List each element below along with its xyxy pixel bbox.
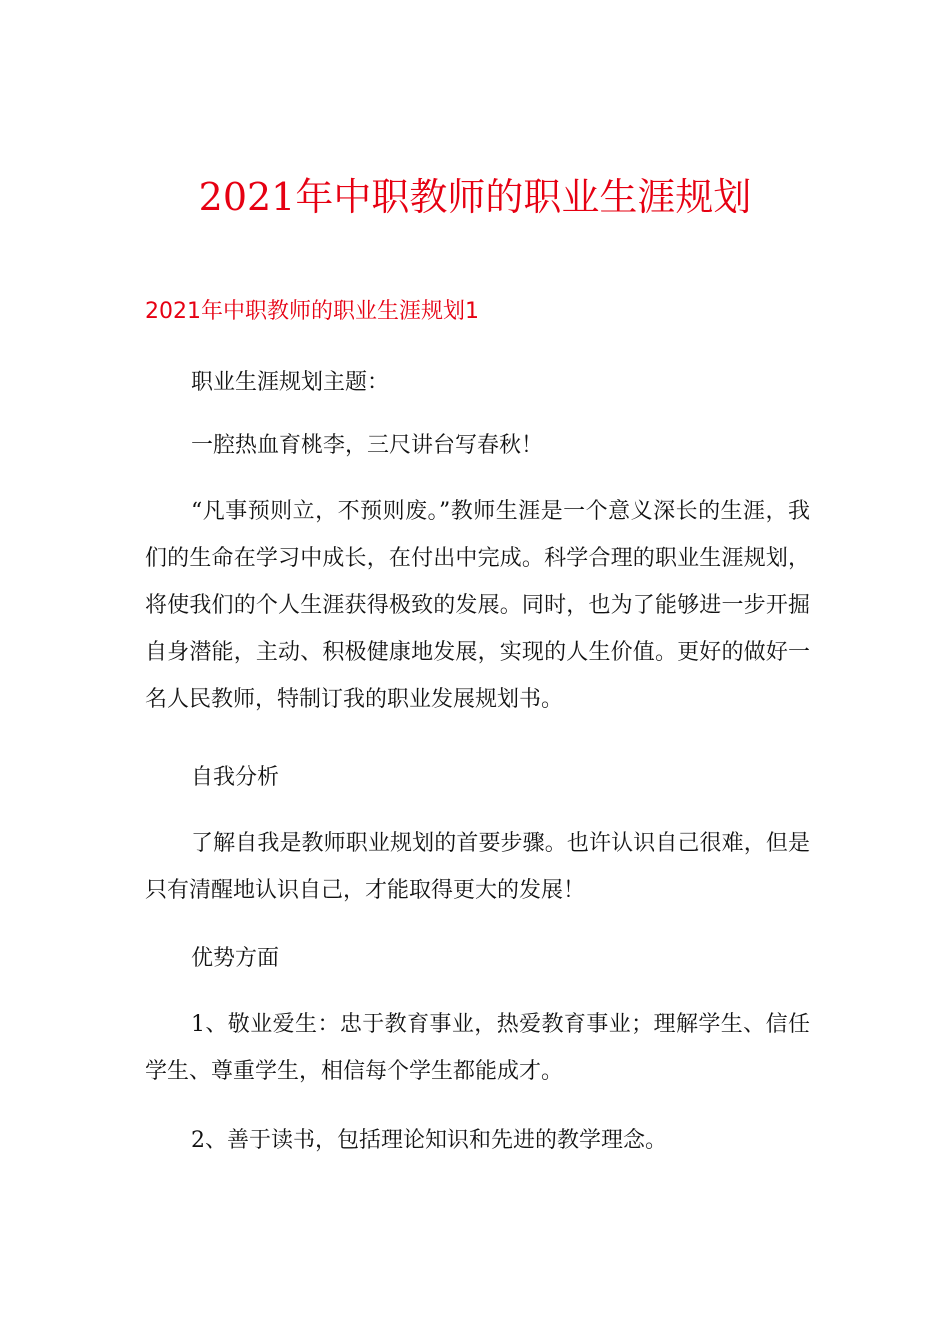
paragraph-strengths-heading: 优势方面 <box>191 946 280 971</box>
paragraph-item-2: 2、善于读书，包括理论知识和先进的教学理念。 <box>191 1128 667 1153</box>
paragraph-intro: “凡事预则立，不预则废。”教师生涯是一个意义深长的生涯，我们的生命在学习中成长，在付出中完成。科学合理的职业生涯规划，将使我们的个人生涯获得极致的发展。同时，也为了能够进一步开掘自身潜能，主动、积极健康地发展，实现的人生价值。更好的做好一名人民教师，特制订我的职业发展规划书。 <box>145 499 810 712</box>
paragraph-item-1: 1、敬业爱生：忠于教育事业，热爱教育事业；理解学生、信任学生、尊重学生，相信每个学生都能成才。 <box>145 1012 810 1084</box>
paragraph-self-analysis-heading: 自我分析 <box>191 765 280 790</box>
document-title: 2021年中职教师的职业生涯规划 <box>198 175 752 219</box>
paragraph-self-knowledge: 了解自我是教师职业规划的首要步骤。也许认识自己很难，但是只有清醒地认识自己，才能取得更大的发展！ <box>145 831 810 903</box>
section-heading: 2021年中职教师的职业生涯规划1 <box>145 299 479 324</box>
paragraph-theme-label: 职业生涯规划主题： <box>191 370 390 395</box>
paragraph-theme-text: 一腔热血育桃李，三尺讲台写春秋！ <box>191 433 544 458</box>
